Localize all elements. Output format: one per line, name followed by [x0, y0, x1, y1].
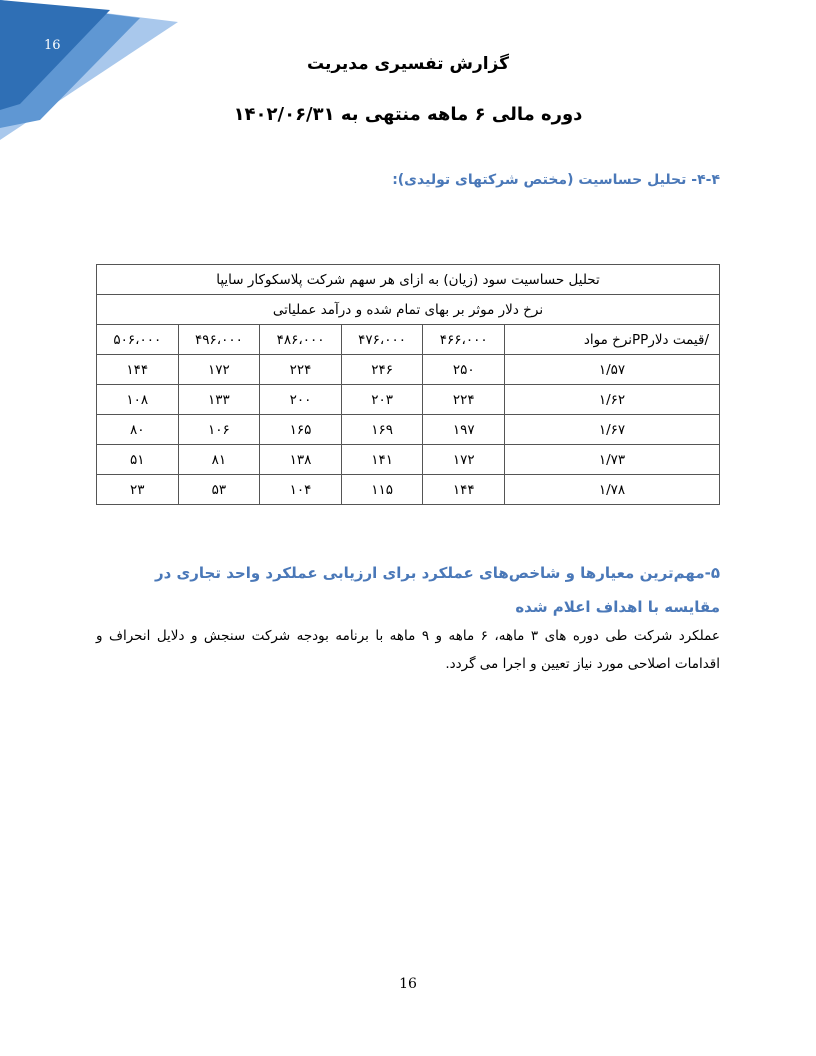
- table-cell: ۱۶۵: [260, 415, 342, 445]
- table-row: [97, 445, 720, 475]
- table-cell: ۱۱۵: [341, 475, 423, 505]
- sensitivity-table: [96, 264, 720, 505]
- column-header: ۴۸۶،۰۰۰: [260, 325, 342, 355]
- table-title-row: [97, 265, 720, 295]
- table-cell: ۱۴۱: [341, 445, 423, 475]
- row-label: ۱/۵۷: [505, 355, 720, 385]
- column-header: ۴۷۶،۰۰۰: [341, 325, 423, 355]
- table-title: تحلیل حساسیت سود (زیان) به ازای هر سهم شرکت پلاسکوکار سایپا: [97, 265, 720, 295]
- table-cell: ۱۶۹: [341, 415, 423, 445]
- table-cell: ۱۳۸: [260, 445, 342, 475]
- table-cell: ۱۰۸: [97, 385, 179, 415]
- column-header: ۴۶۶،۰۰۰: [423, 325, 505, 355]
- row-label: ۱/۷۳: [505, 445, 720, 475]
- column-header: ۴۹۶،۰۰۰: [178, 325, 260, 355]
- table-row: [97, 475, 720, 505]
- table-cell: ۵۳: [178, 475, 260, 505]
- table-cell: ۲۴۶: [341, 355, 423, 385]
- table-row: [97, 415, 720, 445]
- table-row: [97, 385, 720, 415]
- table-cell: ۲۳: [97, 475, 179, 505]
- table-cell: ۱۴۴: [423, 475, 505, 505]
- section-4-heading: ۴-۴- تحلیل حساسیت (مختص شرکتهای تولیدی):: [392, 172, 720, 188]
- table-corner-label: /قیمت دلارPPنرخ مواد: [505, 325, 720, 355]
- table-cell: ۲۰۳: [341, 385, 423, 415]
- table-cell: ۵۱: [97, 445, 179, 475]
- table-header-row: [97, 325, 720, 355]
- table-cell: ۱۰۶: [178, 415, 260, 445]
- row-label: ۱/۶۷: [505, 415, 720, 445]
- section-5-body: عملکرد شرکت طی دوره های ۳ ماهه، ۶ ماهه و ۹ ماهه با برنامه بودجه شرکت سنجش و دلایل انحراف و اقدامات اصلاحی مورد نیاز تعیین و اجرا می گردد.: [96, 628, 720, 672]
- table-cell: ۱۴۴: [97, 355, 179, 385]
- table-cell: ۲۰۰: [260, 385, 342, 415]
- table-cell: ۱۰۴: [260, 475, 342, 505]
- table-cell: ۲۲۴: [423, 385, 505, 415]
- table-cell: ۲۵۰: [423, 355, 505, 385]
- table-cell: ۱۷۲: [178, 355, 260, 385]
- table-cell: ۱۹۷: [423, 415, 505, 445]
- table-cell: ۱۷۲: [423, 445, 505, 475]
- table-cell: ۲۲۴: [260, 355, 342, 385]
- table-cell: ۸۰: [97, 415, 179, 445]
- corner-page-number: 16: [44, 38, 61, 53]
- table-row: [97, 355, 720, 385]
- table-cell: ۸۱: [178, 445, 260, 475]
- footer-page-number: 16: [399, 976, 417, 992]
- report-period: دوره مالی ۶ ماهه منتهی به ۱۴۰۲/۰۶/۳۱: [233, 104, 583, 125]
- table-subtitle-row: [97, 295, 720, 325]
- report-title: گزارش تفسیری مدیریت: [306, 54, 510, 74]
- table-cell: ۱۳۳: [178, 385, 260, 415]
- row-label: ۱/۶۲: [505, 385, 720, 415]
- row-label: ۱/۷۸: [505, 475, 720, 505]
- table-subtitle: نرخ دلار موثر بر بهای تمام شده و درآمد عملیاتی: [97, 295, 720, 325]
- section-5-heading: ۵-مهم‌ترین معیارها و شاخص‌های عملکرد برای ارزیابی عملکرد واحد تجاری در مقایسه با اهداف اعلام شده: [154, 564, 720, 616]
- column-header: ۵۰۶،۰۰۰: [97, 325, 179, 355]
